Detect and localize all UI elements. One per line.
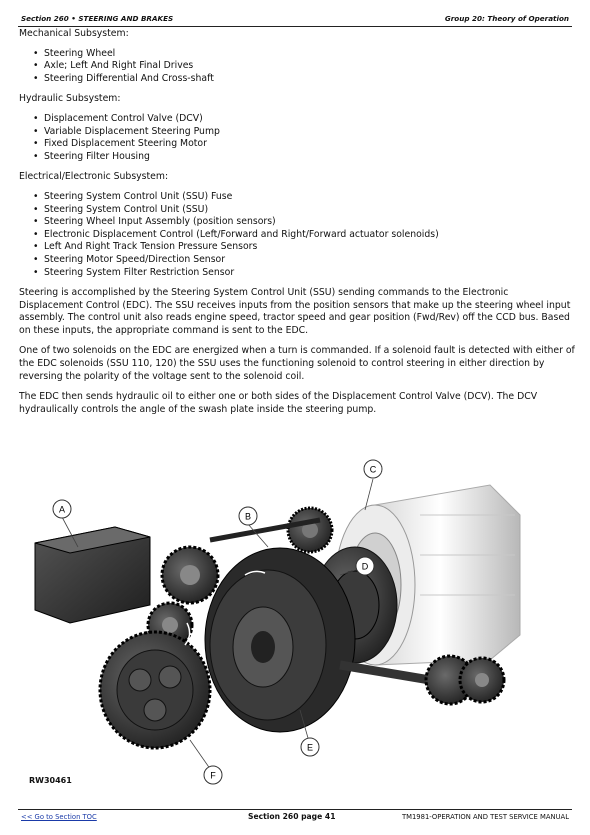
list-item: • Steering Differential And Cross-shaft: [42, 73, 575, 86]
list-item: • Steering System Control Unit (SSU) Fuse: [42, 191, 575, 204]
differential-housing: [205, 548, 355, 732]
callout-b: [239, 507, 257, 525]
svg-text:D: D: [361, 561, 369, 572]
mechanical-list: [19, 48, 575, 86]
section-toc-link[interactable]: << Go to Section TOC: [21, 813, 97, 821]
list-item: • Steering System Control Unit (SSU): [42, 204, 575, 217]
svg-text:E: E: [306, 742, 314, 753]
group-title: Group 20: Theory of Operation: [444, 14, 569, 23]
svg-text:F: F: [210, 770, 216, 781]
steering-system-illustration: [20, 455, 576, 795]
svg-text:A: A: [58, 504, 66, 515]
list-item: • Left And Right Track Tension Pressure Sensors: [42, 241, 575, 254]
electrical-list: [19, 191, 575, 279]
mechanical-subsystem: [19, 28, 575, 85]
list-item: • Steering Filter Housing: [42, 151, 575, 164]
callout-e: [301, 738, 319, 756]
steering-components-drawing: [20, 455, 576, 795]
electrical-subsystem: [19, 171, 575, 279]
list-item: • Variable Displacement Steering Pump: [42, 126, 575, 139]
list-item: • Steering Motor Speed/Direction Sensor: [42, 254, 575, 267]
control-box: [35, 527, 150, 623]
page-footer: [18, 809, 572, 824]
list-item: • Axle; Left And Right Final Drives: [42, 60, 575, 73]
list-item: • Displacement Control Valve (DCV): [42, 113, 575, 126]
section-title: Section 260 • STEERING AND BRAKES: [21, 14, 174, 23]
svg-text:B: B: [244, 511, 252, 522]
manual-title: TM1981-OPERATION AND TEST SERVICE MANUAL: [401, 813, 569, 821]
page-number: Section 260 page 41: [248, 812, 336, 821]
list-item: • Steering System Filter Restriction Sensor: [42, 267, 575, 280]
list-item: • Fixed Displacement Steering Motor: [42, 138, 575, 151]
list-item: • Steering Wheel Input Assembly (position sensors): [42, 216, 575, 229]
paragraph-edc: The EDC then sends hydraulic oil to either one or both sides of the Displacement Control Valve (DCV). The DCV hydraulically controls the angle of the swash plate inside the steering pump.: [19, 391, 538, 415]
page-body: [19, 28, 575, 424]
mechanical-heading: Mechanical Subsystem:: [19, 28, 129, 39]
hydraulic-list: [19, 113, 575, 163]
final-drive: [100, 632, 210, 748]
hydraulic-heading: Hydraulic Subsystem:: [19, 93, 121, 105]
callout-c: [364, 460, 382, 478]
figure-id: RW30461: [29, 776, 72, 785]
callout-d: [356, 557, 374, 575]
callout-f: [204, 766, 222, 784]
page-header: [18, 10, 572, 27]
hydraulic-subsystem: [19, 93, 575, 163]
paragraph-solenoids: One of two solenoids on the EDC are energized when a turn is commanded. If a solenoid fault is detected with either of the EDC solenoids (SSU 110, 120) the SSU uses the functioning solenoid to control steering in either direction by reversing the polarity of the voltage sent to the solenoid coil.: [19, 345, 575, 382]
list-item: • Steering Wheel: [42, 48, 575, 61]
list-item: • Electronic Displacement Control (Left/Forward and Right/Forward actuator solenoids): [42, 229, 575, 242]
svg-text:C: C: [369, 464, 377, 475]
callout-a: [53, 500, 71, 518]
paragraph-ssu: Steering is accomplished by the Steering System Control Unit (SSU) sending commands to the Electronic Displacement Control (EDC). The SSU receives inputs from the position sensors that make up the steering wheel input assembly. The control unit also reads engine speed, tractor speed and gear position (Fwd/Rev) off the CCD bus. Based on these inputs, the appropriate command is sent to the EDC.: [19, 287, 571, 336]
electrical-heading: Electrical/Electronic Subsystem:: [19, 171, 169, 183]
